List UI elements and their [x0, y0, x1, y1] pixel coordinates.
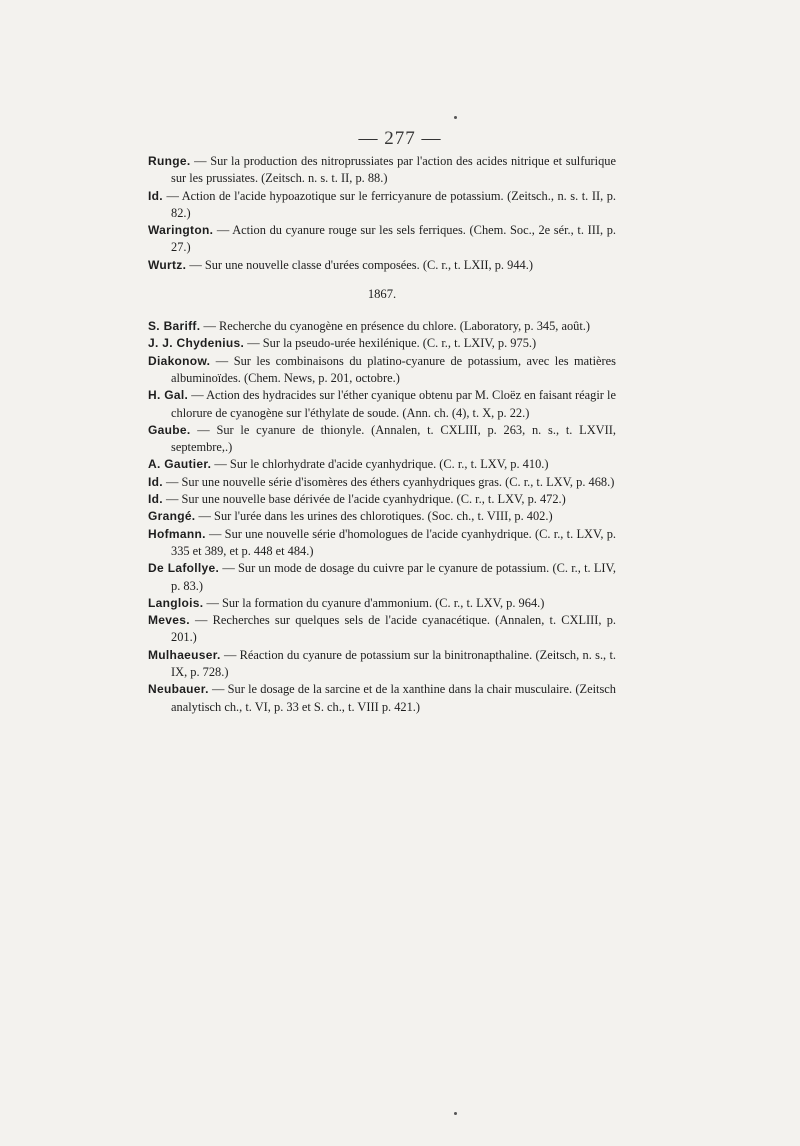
bibliography-entry: De Lafollye. — Sur un mode de dosage du cuivre par le cyanure de potassium. (C. r., t. LIV, p. 83.) [148, 561, 616, 593]
entry-text: Sur la formation du cyanure d'ammonium. (C. r., t. LXV, p. 964.) [221, 595, 545, 610]
entry-text: Sur une nouvelle base dérivée de l'acide cyanhydrique. (C. r., t. LXV, p. 472.) [181, 492, 566, 507]
bibliography-entry: Id. — Action de l'acide hypoazotique sur le ferricyanure de potassium. (Zeitsch., n. s. t. II, p. 82.) [148, 188, 616, 220]
bibliography-text [148, 153, 616, 716]
entry-author: Runge. [148, 154, 191, 168]
bibliography-entry: Id. — Sur une nouvelle base dérivée de l'acide cyanhydrique. (C. r., t. LXV, p. 472.) [148, 492, 566, 507]
bibliography-entry: Langlois. — Sur la formation du cyanure d'ammonium. (C. r., t. LXV, p. 964.) [148, 595, 545, 610]
bibliography-entry: Runge. — Sur la production des nitroprussiates par l'action des acides nitrique et sulfurique sur les prussiates. (Zeitsch. n. s. t. II, p. 88.) [148, 154, 616, 186]
entry-text: Sur l'urée dans les urines des chlorotiques. (Soc. ch., t. VIII, p. 402.) [214, 509, 553, 524]
entry-author: S. Bariff. [148, 319, 201, 334]
bibliography-entry: S. Bariff. — Recherche du cyanogène en présence du chlore. (Laboratory, p. 345, août.) [148, 319, 591, 334]
entry-author: Warington. [148, 223, 214, 238]
entry-text: Sur une nouvelle classe d'urées composées. (C. r., t. LXII, p. 944.) [204, 257, 533, 272]
bibliography-entry: J. J. Chydenius. — Sur la pseudo-urée hexilénique. (C. r., t. LXIV, p. 975.) [148, 336, 537, 351]
entry-text: Sur la production des nitroprussiates par l'action des acides nitrique et sulfurique sur les prussiates. (Zeitsch. n. s. t. II, p. 88.) [171, 154, 616, 186]
entry-author: Id. [148, 492, 163, 507]
entry-author: Diakonow. [148, 353, 211, 368]
bibliography-entry: Gaube. — Sur le cyanure de thionyle. (Annalen, t. CXLIII, p. 263, n. s., t. LXVII, septembre,.) [148, 422, 616, 455]
entry-author: Wurtz. [148, 257, 187, 272]
entry-author: J. J. Chydenius. [148, 336, 245, 351]
bibliography-entry: Neubauer. — Sur le dosage de la sarcine et de la xanthine dans la chair musculaire. (Zeitsch analytisch ch., t. VI, p. 33 et S. ch., t. VIII p. 421.) [148, 682, 616, 714]
entry-author: Langlois. [148, 595, 204, 610]
entry-author: Id. [148, 188, 163, 203]
entry-author: Meves. [148, 613, 190, 628]
bibliography-entry: Id. — Sur une nouvelle série d'isomères des éthers cyanhydriques gras. (C. r., t. LXV, p. 468.) [148, 474, 615, 489]
entry-text: Réaction du cyanure de potassium sur la binitronapthaline. (Zeitsch, n. s., t. IX, p. 728.) [171, 647, 616, 680]
year-heading: 1867. [367, 287, 397, 302]
bibliography-entry: Grangé. — Sur l'urée dans les urines des chlorotiques. (Soc. ch., t. VIII, p. 402.) [148, 509, 553, 524]
bibliography-entry: Mulhaeuser. — Réaction du cyanure de potassium sur la binitronapthaline. (Zeitsch, n. s., t. IX, p. 728.) [148, 647, 616, 680]
entries-before-year [148, 153, 616, 274]
entry-text: Sur la pseudo-urée hexilénique. (C. r., t. LXIV, p. 975.) [262, 336, 537, 351]
entries-after-year [148, 318, 616, 716]
bibliography-entry: Hofmann. — Sur une nouvelle série d'homologues de l'acide cyanhydrique. (C. r., t. LXV, p. 335 et 389, et p. 448 et 484.) [148, 526, 617, 558]
entry-text: Sur le cyanure de thionyle. (Annalen, t. CXLIII, p. 263, n. s., t. LXVII, septembre,.) [171, 422, 616, 455]
entry-text: Action du cyanure rouge sur les sels ferriques. (Chem. Soc., 2e sér., t. III, p. 27.) [171, 223, 616, 255]
entry-text: Sur les combinaisons du platino-cyanure de potassium, avec les matières albuminoïdes. (Chem. News, p. 201, octobre.) [171, 353, 616, 385]
entry-text: Action des hydracides sur l'éther cyanique obtenu par M. Cloëz en faisant réagir le chlorure de cyanogène sur l'éthylate de soude. (Ann. ch. (4), t. X, p. 22.) [171, 388, 616, 420]
entry-text: Sur une nouvelle série d'homologues de l'acide cyanhydrique. (C. r., t. LXV, p. 335 et 389, et p. 448 et 484.) [171, 526, 617, 558]
bibliography-entry: Diakonow. — Sur les combinaisons du platino-cyanure de potassium, avec les matières albuminoïdes. (Chem. News, p. 201, octobre.) [148, 353, 616, 385]
entry-text: Recherches sur quelques sels de l'acide cyanacétique. (Annalen, t. CXLIII, p. 201.) [171, 613, 616, 645]
entry-author: A. Gautier. [148, 457, 212, 472]
entry-author: Grangé. [148, 509, 196, 524]
entry-text: Sur un mode de dosage du cuivre par le cyanure de potassium. (C. r., t. LIV, p. 83.) [171, 561, 616, 593]
bibliography-entry: Warington. — Action du cyanure rouge sur les sels ferriques. (Chem. Soc., 2e sér., t. III, p. 27.) [148, 223, 616, 255]
speck-mark [454, 1112, 457, 1115]
entry-author: H. Gal. [148, 388, 189, 403]
bibliography-entry: Wurtz. — Sur une nouvelle classe d'urées composées. (C. r., t. LXII, p. 944.) [148, 257, 533, 272]
entry-author: Hofmann. [148, 526, 206, 541]
entry-text: Action de l'acide hypoazotique sur le ferricyanure de potassium. (Zeitsch., n. s. t. II, p. 82.) [171, 188, 616, 220]
entry-text: Sur le chlorhydrate d'acide cyanhydrique. (C. r., t. LXV, p. 410.) [229, 457, 549, 472]
entry-author: Gaube. [148, 422, 191, 437]
entry-author: Mulhaeuser. [148, 647, 221, 662]
bibliography-entry: Meves. — Recherches sur quelques sels de l'acide cyanacétique. (Annalen, t. CXLIII, p. 201.) [148, 613, 616, 645]
entry-author: De Lafollye. [148, 561, 220, 576]
entry-text: Recherche du cyanogène en présence du chlore. (Laboratory, p. 345, août.) [218, 319, 591, 334]
bibliography-entry: A. Gautier. — Sur le chlorhydrate d'acide cyanhydrique. (C. r., t. LXV, p. 410.) [148, 457, 549, 472]
entry-text: Sur une nouvelle série d'isomères des éthers cyanhydriques gras. (C. r., t. LXV, p. 468.) [181, 474, 615, 489]
entry-author: Neubauer. [148, 682, 209, 697]
entry-text: Sur le dosage de la sarcine et de la xanthine dans la chair musculaire. (Zeitsch analytisch ch., t. VI, p. 33 et S. ch., t. VIII p. 421.) [171, 682, 616, 714]
bibliography-entry: H. Gal. — Action des hydracides sur l'éther cyanique obtenu par M. Cloëz en faisant réagir le chlorure de cyanogène sur l'éthylate de soude. (Ann. ch. (4), t. X, p. 22.) [148, 388, 616, 420]
speck-mark [454, 116, 457, 119]
page-number: — 277 — [358, 128, 442, 149]
entry-author: Id. [148, 474, 163, 489]
